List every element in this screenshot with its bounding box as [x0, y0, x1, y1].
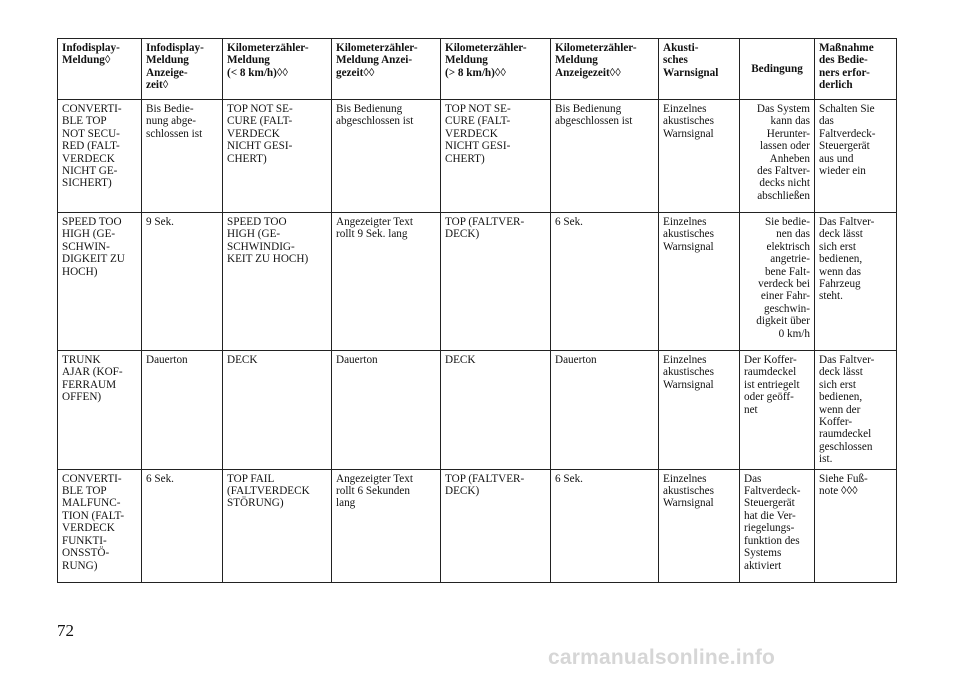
table-row [58, 351, 897, 470]
header-action-required: Maßnahme des Bedie- ners erfor- derlich [815, 39, 897, 100]
table-cell: 9 Sek. [142, 213, 223, 351]
table-cell: Angezeigter Text rollt 9 Sek. lang [332, 213, 441, 351]
table-cell: CONVERTI- BLE TOP MALFUNC- TION (FALT- VERDECK FUNKTI- ONSSTÖ- RUNG) [58, 469, 142, 582]
table-cell: 6 Sek. [142, 469, 223, 582]
table-cell: DECK [223, 351, 332, 470]
table-cell: Einzelnes akustisches Warnsignal [659, 351, 740, 470]
table-cell: Einzelnes akustisches Warnsignal [659, 213, 740, 351]
table-row [58, 100, 897, 213]
table-cell: Schalten Sie das Faltverdeck- Steuergerät aus und wieder ein [815, 100, 897, 213]
header-odometer-display-time-slow: Kilometerzähler- Meldung Anzei- gezeit◊◊ [332, 39, 441, 100]
table-cell: Der Koffer- raumdeckel ist entriegelt oder geöff- net [740, 351, 815, 470]
table-cell: Bis Bedienung abgeschlossen ist [332, 100, 441, 213]
table-cell: SPEED TOO HIGH (GE- SCHWINDIG- KEIT ZU HOCH) [223, 213, 332, 351]
table-cell: Sie bedie- nen das elektrisch angetrie- bene Falt- verdeck bei einer Fahr- geschwin- digkeit über 0 km/h [740, 213, 815, 351]
header-condition: Bedingung [740, 39, 815, 100]
table-cell: Dauerton [332, 351, 441, 470]
table-header-row [58, 39, 897, 100]
table-cell: Angezeigter Text rollt 6 Sekunden lang [332, 469, 441, 582]
table-cell: Dauerton [142, 351, 223, 470]
table-cell: 6 Sek. [551, 469, 659, 582]
table-row [58, 469, 897, 582]
table-cell: CONVERTI- BLE TOP NOT SECU- RED (FALT- VERDECK NICHT GE- SICHERT) [58, 100, 142, 213]
table-cell: TOP (FALTVER- DECK) [441, 469, 551, 582]
table-cell: Das System kann das Herunter- lassen oder Anheben des Faltver- decks nicht abschließen [740, 100, 815, 213]
header-odometer-display-time-fast: Kilometerzähler- Meldung Anzeigezeit◊◊ [551, 39, 659, 100]
table-cell: Das Faltver- deck lässt sich erst bedienen, wenn das Fahrzeug steht. [815, 213, 897, 351]
table-cell: Bis Bedie- nung abge- schlossen ist [142, 100, 223, 213]
table-cell: Siehe Fuß- note ◊◊◊ [815, 469, 897, 582]
table-cell: TOP NOT SE- CURE (FALT- VERDECK NICHT GESI- CHERT) [441, 100, 551, 213]
table-cell: Das Faltverdeck- Steuergerät hat die Ver- riegelungs- funktion des Systems aktiviert [740, 469, 815, 582]
table-cell: DECK [441, 351, 551, 470]
table-cell: 6 Sek. [551, 213, 659, 351]
table-cell: Einzelnes akustisches Warnsignal [659, 100, 740, 213]
table-cell: Dauerton [551, 351, 659, 470]
page-number: 72 [57, 621, 74, 640]
table-cell: TOP (FALTVER- DECK) [441, 213, 551, 351]
warning-message-table [57, 38, 897, 583]
header-infodisplay-message: Infodisplay- Meldung◊ [58, 39, 142, 100]
table-cell: Bis Bedienung abgeschlossen ist [551, 100, 659, 213]
table-row [58, 213, 897, 351]
table-cell: TOP NOT SE- CURE (FALT- VERDECK NICHT GESI- CHERT) [223, 100, 332, 213]
header-acoustic-signal: Akusti- sches Warnsignal [659, 39, 740, 100]
table-cell: Einzelnes akustisches Warnsignal [659, 469, 740, 582]
header-infodisplay-display-time: Infodisplay- Meldung Anzeige- zeit◊ [142, 39, 223, 100]
site-watermark: carmanualsonline.info [548, 646, 776, 669]
table-cell: SPEED TOO HIGH (GE- SCHWIN- DIGKEIT ZU HOCH) [58, 213, 142, 351]
table-cell: TOP FAIL (FALTVERDECK STÖRUNG) [223, 469, 332, 582]
header-odometer-message-slow: Kilometerzähler- Meldung (< 8 km/h)◊◊ [223, 39, 332, 100]
table-cell: Das Faltver- deck lässt sich erst bedienen, wenn der Koffer- raumdeckel geschlossen ist. [815, 351, 897, 470]
table-cell: TRUNK AJAR (KOF- FERRAUM OFFEN) [58, 351, 142, 470]
header-odometer-message-fast: Kilometerzähler- Meldung (> 8 km/h)◊◊ [441, 39, 551, 100]
